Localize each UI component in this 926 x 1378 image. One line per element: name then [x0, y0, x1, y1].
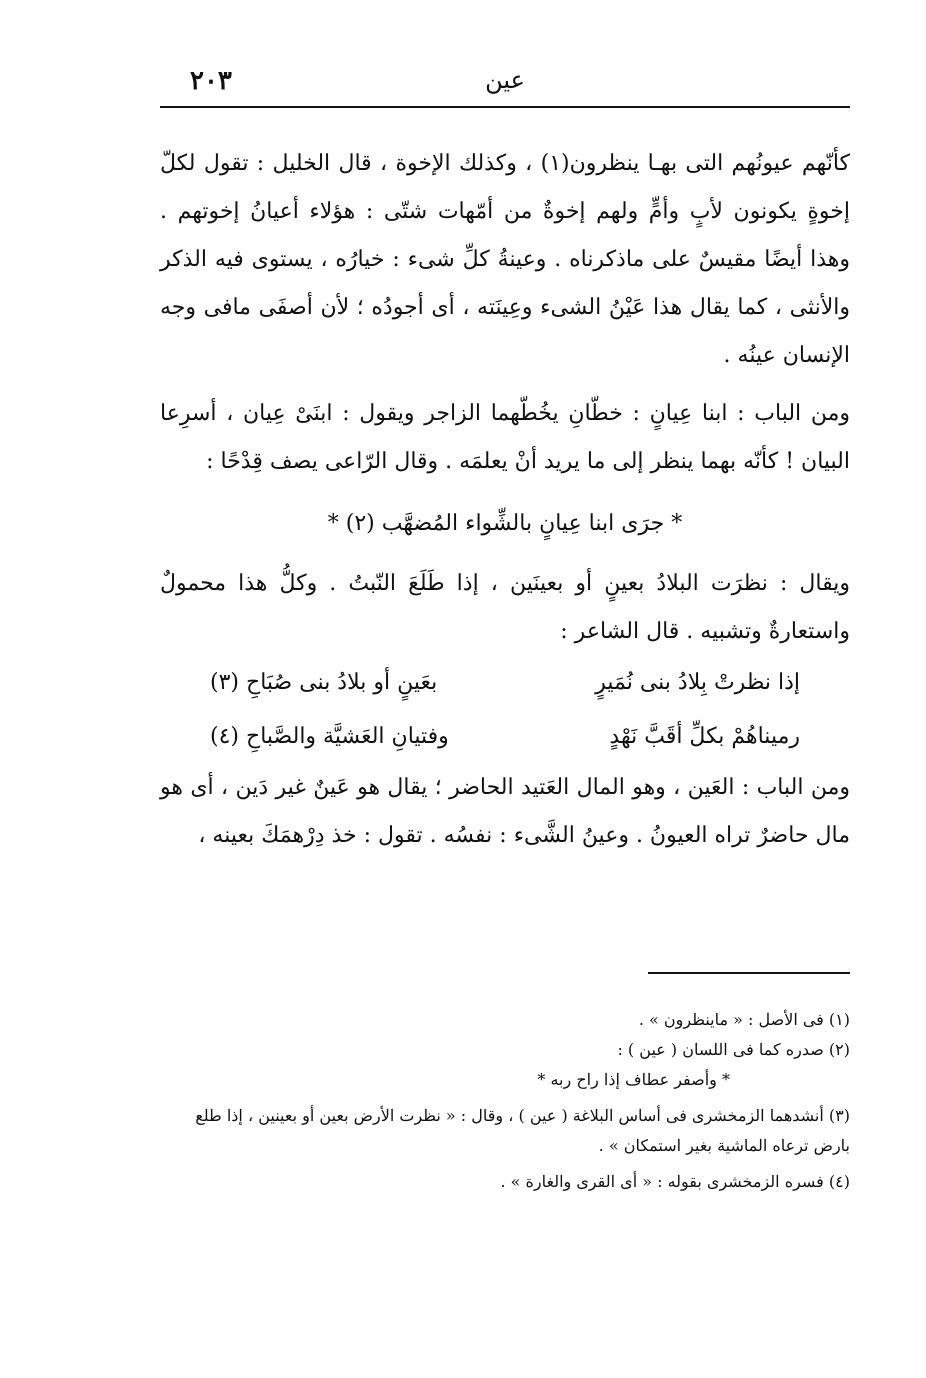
footnotes — [160, 1005, 850, 1197]
verse-line-3 — [160, 710, 850, 764]
paragraph-3: ويقال : نظرَت البلادُ بعينٍ أو بعينَين ، إذا طَلَعَ النّبتُ . وكلُّ هذا محمولٌ واستعارةٌ وتشبيه . قال الشاعر : — [160, 571, 850, 644]
footnote-rule — [648, 972, 850, 974]
footnote-3: (٣) أنشدهما الزمخشرى فى أساس البلاغة ( عين ) ، وقال : « نظرت الأرض بعين أو بعينين ، إذا طلع بارض ترعاه الماشية بغير استمكان » . — [195, 1106, 850, 1155]
footnote-4: (٤) فسره الزمخشرى بقوله : « أى القرى والغارة » . — [500, 1172, 850, 1191]
verse-line-2 — [160, 656, 850, 710]
footnote-2-verse: * وأصفر عطاف إذا راح ربه * — [537, 1070, 730, 1089]
paragraph-1: كأنّهم عيونُهم التى بهـا ينظرون(١) ، وكذلك الإخوة ، قال الخليل : تقول لكلّ إخوةٍ يكونون لأبٍ وأمٍّ ولهم إخوةٌ من أمّهات شتّى : هؤلاء أعيانُ إخوتهم . وهذا أيضًا مقيسٌ على ماذكرناه . وعينةُ كلِّ شىء : خيارُه ، يستوى فيه الذكر والأنثى ، كما يقال هذا عَيْنُ الشىء وعِينَته ، أى أجودُه ؛ لأن أصفَى مافى وجه الإنسان عينُه . — [160, 151, 850, 368]
header-rule — [160, 106, 850, 108]
running-title: عين — [485, 66, 525, 94]
main-text — [160, 140, 850, 860]
verse-3-first-hemistich: رميناهُمْ بكلِّ أقَبَّ نَهْدٍ — [609, 724, 800, 749]
paragraph-4: ومن الباب : العَين ، وهو المال العَتيد الحاضر ؛ يقال هو عَينٌ غير دَين ، أى هو مال حاضرٌ تراه العيونُ . وعينُ الشَّىء : نفسُه . تقول : خذ دِرْهمَكَ بعينه ، — [160, 775, 850, 848]
footnote-1: (١) فى الأصل : « ماينظرون » . — [638, 1010, 850, 1029]
footnote-2: (٢) صدره كما فى اللسان ( عين ) : — [617, 1040, 850, 1059]
verse-2-second-hemistich: بعَينٍ أو بلادُ بنى صُبَاحِ (٣) — [210, 670, 438, 695]
page-number: ٢٠٣ — [190, 66, 232, 96]
verse-3-second-hemistich: وفتيانِ العَشيَّة والصَّباحِ (٤) — [210, 724, 449, 749]
verse-line-1: * جرَى ابنا عِيانٍ بالشِّواء المُضهَّب (٢) * — [327, 511, 683, 536]
verse-2-first-hemistich: إذا نظرتْ بِلادُ بنى نُمَيرٍ — [595, 670, 800, 695]
paragraph-2: ومن الباب : ابنا عِيانٍ : خطّانِ يخُطّهما الزاجر ويقول : ابنَىْ عِيان ، أسرِعا البيان ! كأنّه بهما ينظر إلى ما يريد أنْ يعلمَه . وقال الرّاعى يصف قِدْحًا : — [160, 401, 850, 474]
page-header — [160, 62, 850, 102]
